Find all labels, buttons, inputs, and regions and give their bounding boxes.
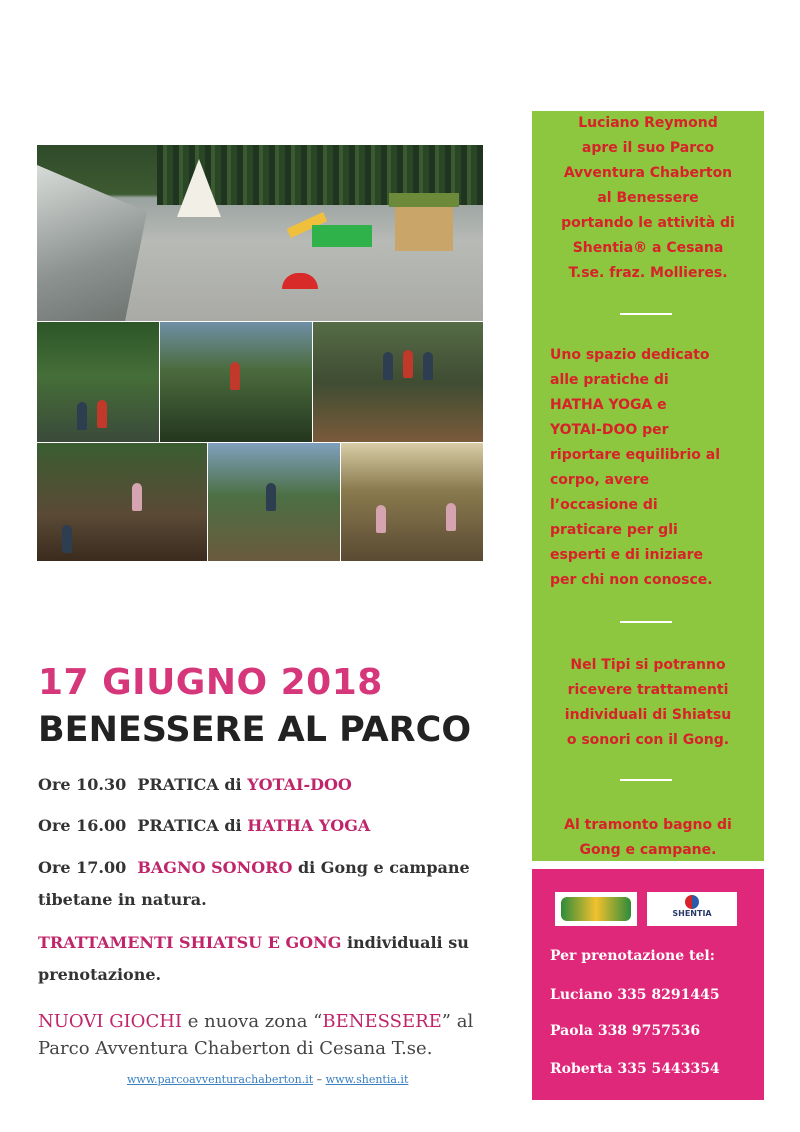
photo-yoga [341, 443, 483, 561]
info-sidebar [532, 111, 764, 861]
park-overview-photo [37, 145, 483, 321]
event-title: BENESSERE AL PARCO [38, 710, 472, 750]
separator [620, 621, 672, 623]
contact-box [532, 869, 764, 1100]
schedule-item-1: Ore 10.30 PRATICA di YOTAI-DOO [38, 775, 352, 794]
news-line-cont: Parco Avventura Chaberton di Cesana T.se. [38, 1038, 433, 1059]
yin-yang-icon [685, 895, 699, 909]
schedule-item-3: Ore 17.00 BAGNO SONORO di Gong e campane [38, 858, 470, 877]
contact-roberta: Roberta 335 5443354 [550, 1061, 720, 1077]
website-links: www.parcoavventurachaberton.it – www.shentia.it [127, 1073, 409, 1086]
sidebar-sunset: Al tramonto bagno di Gong e campane. [564, 817, 732, 858]
link-shentia[interactable]: www.shentia.it [325, 1073, 409, 1086]
sidebar-practices: Uno spazio dedicato alle pratiche di HATHA YOGA e YOTAI-DOO per riportare equilibrio al corpo, avere l’occasione di praticare per gli esperti e di iniziare per chi non conosce. [550, 347, 721, 588]
schedule-item-2: Ore 16.00 PRATICA di HATHA YOGA [38, 816, 371, 835]
shentia-logo: SHENTIA [647, 892, 737, 926]
separator [620, 313, 672, 315]
contact-paola: Paola 338 9757536 [550, 1023, 701, 1039]
chaberton-logo [555, 892, 637, 926]
photo-climber-tree [208, 443, 340, 561]
event-date: 17 GIUGNO 2018 [38, 662, 383, 703]
tipi-image [177, 159, 221, 217]
sidebar-tipi: Nel Tipi si potranno ricevere trattamenti individuali di Shiatsu o sonori con il Gong. [564, 657, 732, 748]
hut-image [395, 207, 453, 251]
schedule-item-3-cont: tibetane in natura. [38, 890, 207, 909]
photo-collage [37, 145, 483, 561]
sidebar-intro: Luciano Reymond apre il suo Parco Avventura Chaberton al Benessere portando le attività di Shentia® a Cesana T.se. fraz. Mollieres. [561, 115, 735, 281]
booking-heading: Per prenotazione tel: [550, 948, 715, 964]
separator [620, 779, 672, 781]
treatments-line: TRATTAMENTI SHIATSU E GONG individuali su [38, 933, 469, 952]
photo-rope-course [37, 443, 207, 561]
news-line: NUOVI GIOCHI e nuova zona “BENESSERE” al [38, 1011, 474, 1032]
link-parco[interactable]: www.parcoavventurachaberton.it [127, 1073, 314, 1086]
contact-luciano: Luciano 335 8291445 [550, 987, 720, 1003]
photo-reception [37, 322, 159, 442]
photo-zipline [160, 322, 312, 442]
photo-climbers-platform [313, 322, 483, 442]
treatments-line-cont: prenotazione. [38, 965, 162, 984]
